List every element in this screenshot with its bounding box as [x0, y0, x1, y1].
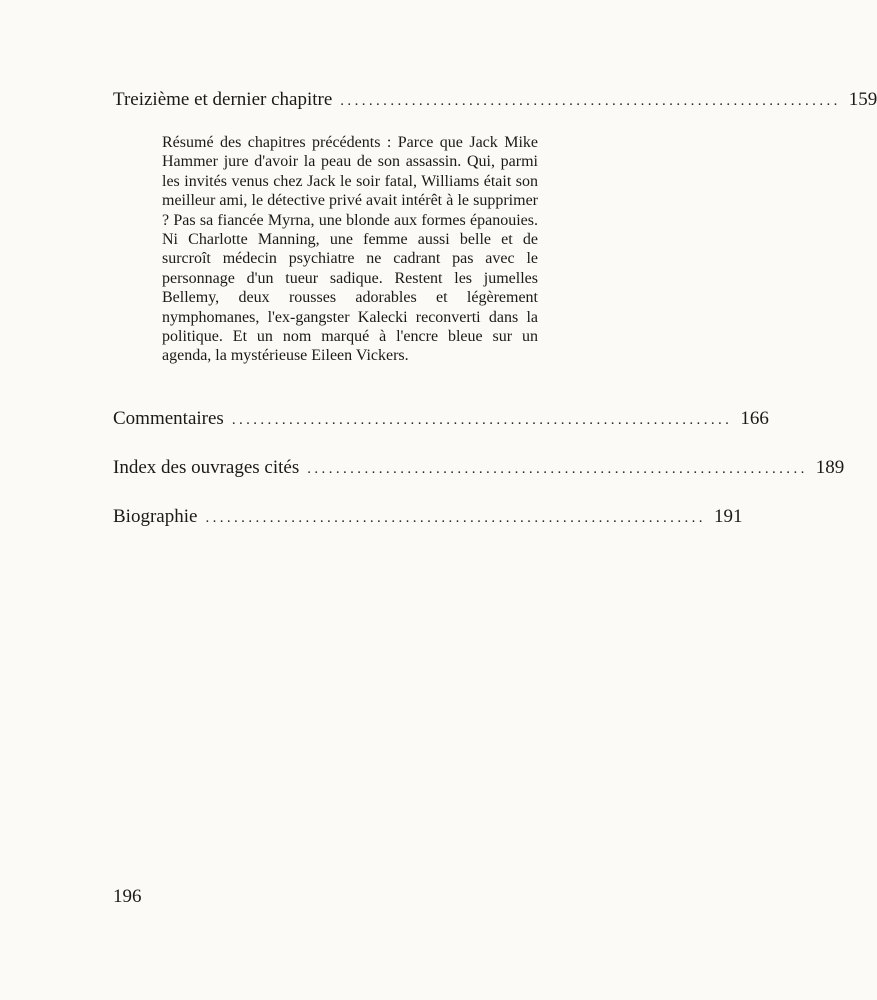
toc-entry: [113, 88, 877, 113]
toc-entry-page: 191: [713, 506, 743, 527]
toc-entry-title: Index des ouvrages cités: [113, 457, 300, 478]
toc-entry: [113, 456, 845, 481]
toc-entry: [113, 407, 769, 432]
toc-entry-title: Commentaires: [113, 408, 224, 429]
chapter-summary: Résumé des chapitres précédents : Parce que Jack Mike Hammer jure d'avoir la peau de son assassin. Qui, parmi les invités venus chez Jack le soir fatal, Williams était son meilleur ami, le détective privé avait intérêt à le supprimer ? Pas sa fiancée Myrna, une blonde aux formes épanouies. Ni Charlotte Manning, une femme aussi belle et de surcroît médecin psychiatre ne cadrant pas avec le personnage d'un tueur sadique. Restent les jumelles Bellemy, deux rousses adorables et légèrement nymphomanes, l'ex-gangster Kalecki reconverti dans la politique. Et un nom marqué à l'encre bleue sur un agenda, la mystérieuse Eileen Vickers.: [162, 134, 538, 365]
toc-entry-page: 166: [740, 408, 769, 429]
toc-entry: [113, 505, 743, 530]
toc-entry-title: Treizième et dernier chapitre: [113, 89, 333, 110]
page-number: 196: [113, 886, 142, 907]
toc-entry-page: 159: [848, 89, 877, 110]
toc-entry-title: Biographie: [113, 506, 198, 527]
dot-leader: ......................................................................: [231, 412, 733, 428]
dot-leader: ......................................................................: [340, 93, 841, 109]
dot-leader: ......................................................................: [205, 510, 706, 526]
dot-leader: ......................................................................: [307, 461, 808, 477]
toc-entry-page: 189: [815, 457, 845, 478]
